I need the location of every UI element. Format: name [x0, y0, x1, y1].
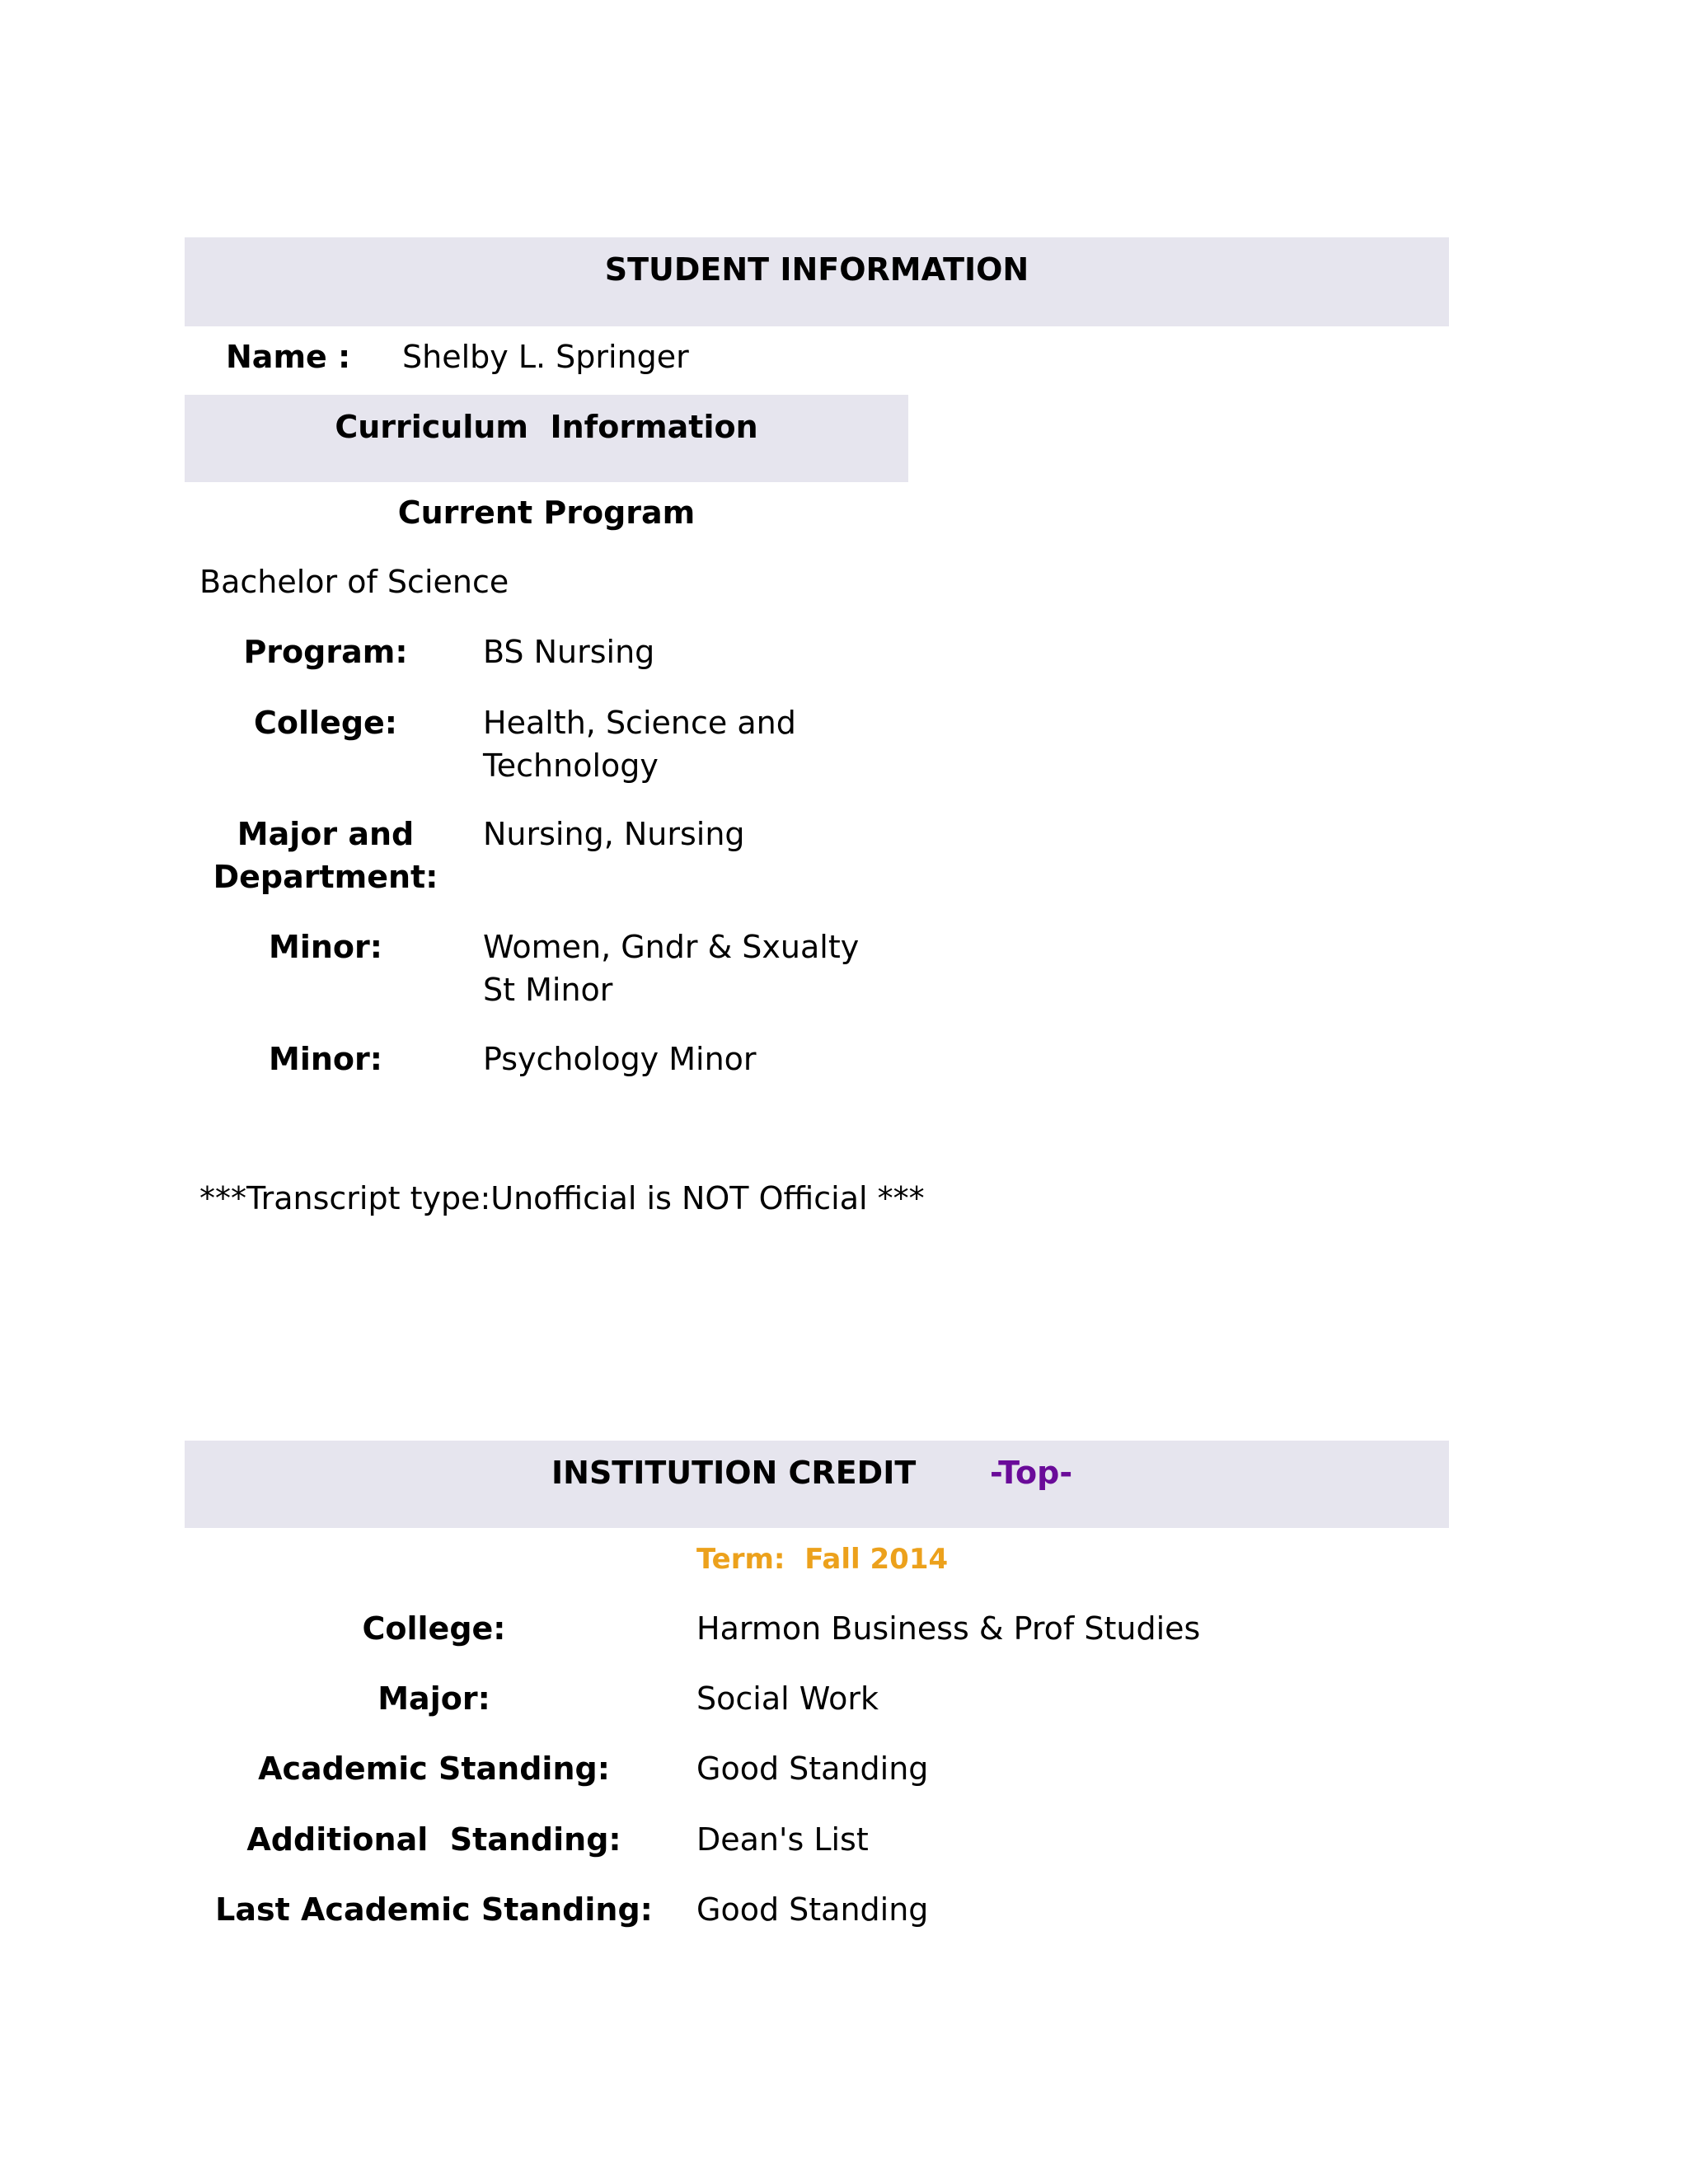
- last-academic-standing-label: Last Academic Standing:: [215, 1891, 653, 1928]
- major-department-value: Nursing, Nursing: [483, 816, 745, 852]
- program-value: BS Nursing: [483, 634, 655, 670]
- minor-label-2: Minor:: [269, 1041, 382, 1077]
- ic-major-value: Social Work: [696, 1680, 879, 1717]
- top-link[interactable]: -Top-: [990, 1455, 1073, 1491]
- name-value: Shelby L. Springer: [402, 339, 689, 375]
- college-label: College:: [254, 705, 397, 741]
- additional-standing-value: Dean's List: [696, 1821, 869, 1858]
- major-department-label-line1: Major and: [237, 816, 415, 852]
- student-information-title: STUDENT INFORMATION: [604, 251, 1029, 288]
- minor-value-1-line1: Women, Gndr & Sxualty: [483, 929, 860, 965]
- college-value-line1: Health, Science and: [483, 705, 796, 741]
- term-label: Term: Fall 2014: [696, 1543, 949, 1576]
- last-academic-standing-value: Good Standing: [696, 1891, 929, 1928]
- ic-major-label: Major:: [377, 1680, 490, 1717]
- name-label: Name :: [226, 339, 351, 375]
- ic-college-value: Harmon Business & Prof Studies: [696, 1610, 1201, 1647]
- transcript-type-note: ***Transcript type:Unofficial is NOT Official ***: [199, 1180, 925, 1216]
- ic-college-label: College:: [362, 1610, 506, 1647]
- minor-value-2: Psychology Minor: [483, 1041, 757, 1077]
- major-department-label-line2: Department:: [213, 859, 438, 895]
- additional-standing-label: Additional Standing:: [246, 1821, 621, 1858]
- degree-value: Bachelor of Science: [199, 564, 509, 600]
- college-value-line2: Technology: [483, 748, 659, 784]
- academic-standing-label: Academic Standing:: [258, 1750, 610, 1787]
- current-program-heading: Current Program: [397, 494, 696, 531]
- minor-value-1-line2: St Minor: [483, 972, 613, 1008]
- curriculum-information-title: Curriculum Information: [335, 409, 758, 445]
- institution-credit-title: INSTITUTION CREDIT: [551, 1455, 917, 1491]
- minor-label-1: Minor:: [269, 929, 382, 965]
- academic-standing-value: Good Standing: [696, 1750, 929, 1787]
- program-label: Program:: [243, 634, 408, 670]
